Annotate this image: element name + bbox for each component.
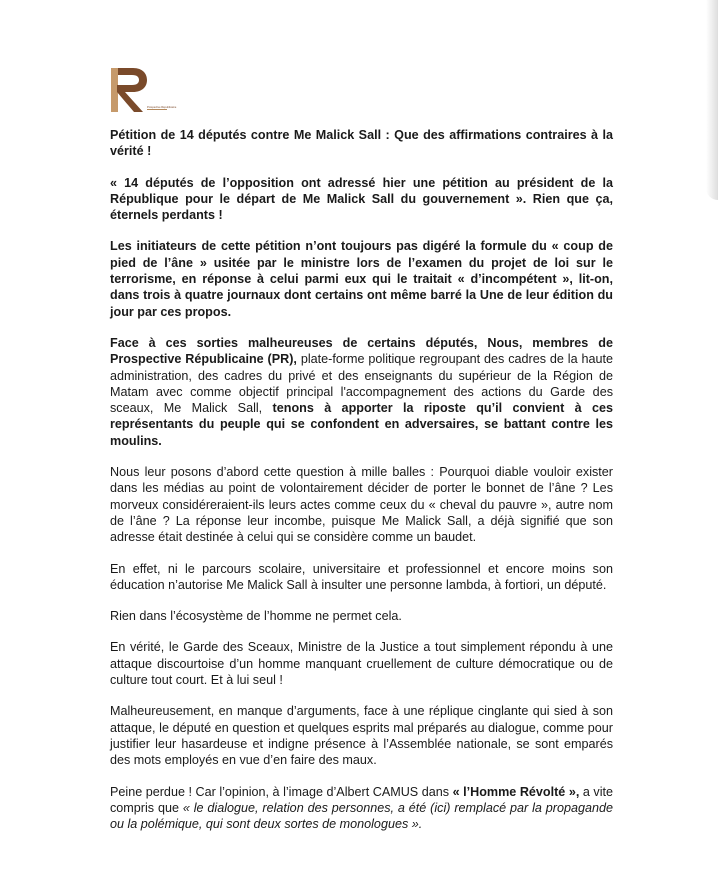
p9-normal-1: Peine perdue ! Car l’opinion, à l’image d’Albert CAMUS dans — [110, 784, 453, 799]
paragraph-4: Nous leur posons d’abord cette question à mille balles : Pourquoi diable vouloir exister dans les médias au point de volontairement décider de porter le bonnet de l’âne ? Les morveux considéreraient-ils leurs actes comme ceux du « cheval du pauvre », autre nom de l’âne ? La réponse leur incombe, puisque Me Malick Sall, a déjà signifié que son adresse était destinée à celui qui se considère comme un baudet. — [110, 465, 613, 545]
article-title — [110, 127, 613, 160]
logo-tagline: Prospective Républicaine — [147, 106, 177, 109]
paragraph-5: En effet, ni le parcours scolaire, universitaire et professionnel et encore moins son éducation n’autorise Me Malick Sall à insulter une personne lambda, à fortiori, un député. — [110, 561, 613, 592]
p9-normal-2: a vite compris que — [110, 784, 613, 815]
paragraph-7: En vérité, le Garde des Sceaux, Ministre de la Justice a tout simplement répondu à une attaque discourtoise d’un homme manquant cruellement de culture démocratique ou de culture tout court. Et à lui seul ! — [110, 640, 613, 688]
pr-logo — [109, 66, 177, 114]
p9-quote: « le dialogue, relation des personnes, a été (ici) remplacé par la propagande ou la polémique, qui sont deux sortes de monologues ». — [110, 800, 613, 832]
page-edge-shadow — [706, 0, 718, 200]
p3-normal: plate-forme politique regroupant des cadres de la haute administration, des cadres du privé et des enseignants du supérieur de la Région de Matam avec comme objectif principal l'accompagnement des actions du Garde des sceaux, Me Malick Sall, — [110, 352, 613, 416]
article-body — [110, 127, 613, 847]
paragraph-1: « 14 députés de l’opposition ont adressé hier une pétition au président de la République pour le départ de Me Malick Sall du gouvernement ». Rien que ça, éternels perdants ! — [110, 175, 613, 223]
paragraph-2: Les initiateurs de cette pétition n’ont toujours pas digéré la formule du « coup de pied de l’âne » usitée par le ministre lors de l’examen du projet de loi sur le terrorisme, en réponse à celui parmi eux qui le traitait « d’incompétent », lit-on, dans trois à quatre journaux dont certains ont même barré la Une de leur édition du jour par ces propos. — [110, 239, 613, 319]
paragraph-3 — [110, 335, 613, 449]
paragraph-8: Malheureusement, en manque d’arguments, face à une réplique cinglante qui sied à son attaque, le député en question et quelques esprits mal préparés au dialogue, comme pour justifier leur hasardeuse et indigne présence à l’Assemblée nationale, se sont emparés des mots employés en vue d’en faire des maux. — [110, 704, 613, 768]
pr-logo-icon — [109, 66, 177, 114]
p9-book-title: « l’Homme Révolté », — [452, 784, 580, 799]
paragraph-6: Rien dans l’écosystème de l’homme ne permet cela. — [110, 609, 402, 624]
p3-bold-intro: Face à ces sorties malheureuses de certains députés, Nous, membres de Prospective Républicaine (PR), — [110, 335, 613, 367]
paragraph-9 — [110, 784, 613, 833]
title-part1: Pétition de 14 députés contre Me Malick Sall : Que des affirmations contraires à la vérité ! — [110, 128, 613, 159]
p3-bold-outro: tenons à apporter la riposte qu’il convient à ces représentants du peuple qui se confondent en adversaires, se battant contre les moulins. — [110, 401, 614, 448]
